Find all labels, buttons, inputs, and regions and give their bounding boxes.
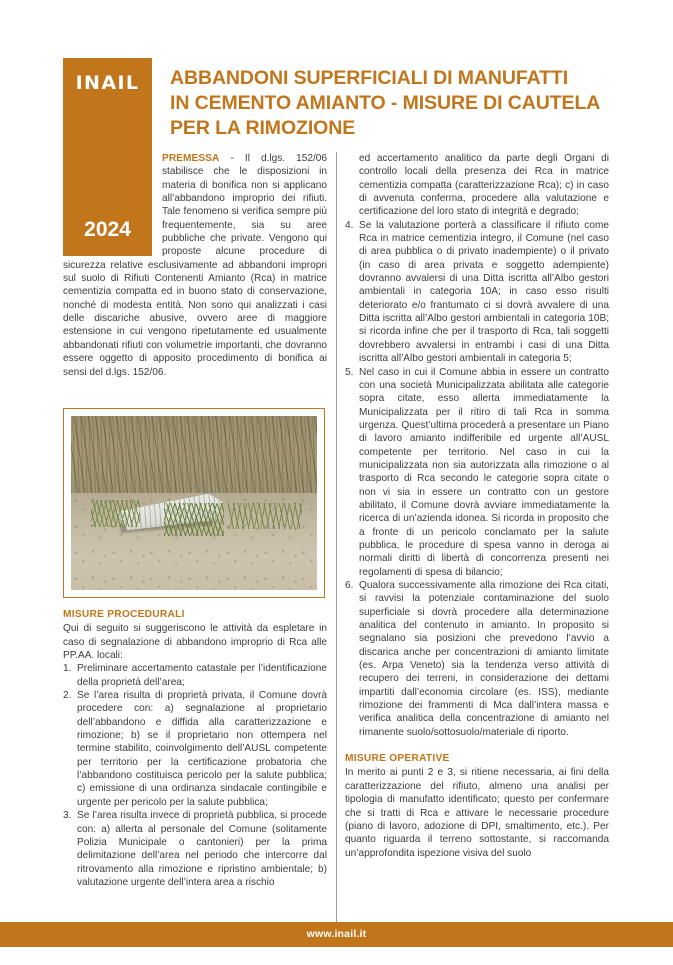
list-item-number: 1. [63,663,72,675]
left-column [63,152,327,379]
list-item-number: 5. [345,366,354,378]
right-column [345,152,609,860]
photo-grass-right [228,503,302,529]
misure-procedurali-heading: MISURE PROCEDURALI [63,609,185,620]
footer-bar [0,922,673,947]
photo-image [71,416,317,590]
premessa-text: - Il d.lgs. 152/06 stabilisce che le disposizioni in materia di bonifica non si applicano all’abbandono improprio dei rifiuti. Tale fenomeno si verifica sempre più frequentemente, sia su aree pubbliche che private. Vengono qui proposte alcune procedure di sicurezza relative esclusivamente ad abbandoni impropri sul suolo di Rifiuti Contenenti Amianto (Rca) in matrice cementizia compatta ed in buono stato di conservazione, nonché di modesta entità. Non sono qui analizzati i casi delle discariche abusive, ovvero aree di maggiore estensione in cui vengono ripetutamente ed usualmente abbandonati rifiuti con volumetrie importanti, che dovranno essere oggetto di apposito procedimento di bonifica ai sensi del d.lgs. 152/06. [63,153,327,378]
list-item-number: 2. [63,690,72,702]
misure-operative-text: In merito ai punti 2 e 3, si ritiene necessaria, ai fini della caratterizzazione del rifiuto, almeno una analisi per tipologia di manufatto identificato; questo per confermare che si tratti di Rca e attivare le necessarie procedure (piano di lavoro, adozione di DPI, smaltimento, etc.). Per quanto riguarda il terreno sottostante, si raccomanda un’approfondita ispezione visiva del suolo [345,767,609,859]
list-item [63,809,327,889]
inail-logo-text: INAIL [75,72,140,94]
premessa-paragraph [63,152,327,379]
list-item-number: 4. [345,219,354,231]
list-item-text: Preliminare accertamento catastale per l’identificazione della proprietà dell’area; [77,663,327,688]
page-title [170,66,609,141]
misure-procedurali-intro: Qui di seguito si suggeriscono le attività da espletare in caso di segnalazione di abbandono improprio di Rca alle PP.AA. locali: [63,623,327,662]
list-item-text: Se la valutazione porterà a classificare il rifiuto come Rca in matrice cementizia integro, il Comune (nel caso di area pubblica o di privato inadempiente) o il privato (in caso di area privata e soggetto adempiente) dovranno avvalersi di una Ditta iscritta all’Albo gestori ambientali in categoria 10A; in caso esso risulti deteriorato e/o frantumato ci si dovrà avvalere di una Ditta iscritta all’Albo gestori ambientali in categoria 10B; si ricorda infine che per il trasporto di Rca, tali soggetti dovrebbero avvalersi in entrambi i casi di una Ditta iscritta all’Albo gestori ambientali in categoria 5; [359,219,609,365]
misure-operative-heading: MISURE OPERATIVE [345,753,450,765]
list-item [63,689,327,809]
list-item-text: Se l’area risulta invece di proprietà pubblica, si procede con: a) allerta al personale del Comune (solitamente Polizia Municipale o cantonieri) per la prima delimitazione dell’area nel periodo che intercorre dal ritrovamento alla rimozione e ripristino ambientale; b) valutazione urgente dell’intera area a rischio [77,810,327,888]
page-title-line-3: PER LA RIMOZIONE [170,117,356,139]
footer-website-url[interactable]: www.inail.it [306,928,367,940]
list-item [345,219,609,366]
page-title-line-2: IN CEMENTO AMIANTO - MISURE DI CAUTELA [170,92,601,114]
column-divider [336,152,337,935]
photo-grass-left [91,500,140,528]
misure-procedurali-section [63,608,327,889]
photo-reeds-shading [71,416,317,498]
asbestos-dumping-photo [63,408,325,598]
list-item-number: 6. [345,580,354,591]
list-item-text: Se l’area risulta di proprietà privata, il Comune dovrà procedere con: a) segnalazione al proprietario dell’abbandono e diffida alla caratterizzazione e rimozione; b) se il proprietario non ottempera nel termine stabilito, coinvolgimento dell’AUSL competente per territorio per la certificazione probatoria che l’abbandono costituisca pericolo per la salute pubblica; c) emissione di una ordinanza sindacale contingibile e urgente per pericolo per la salute pubblica; [77,690,327,808]
list-item-text: Nel caso in cui il Comune abbia in essere un contratto con una società Municipalizzata abilitata alle categorie sopra citate, esso allerta immediatamente la Municipalizzata per il ritiro di tali Rca in somma urgenza. Quest’ultima procederà a presentare un Piano di lavoro amianto indifferibile ed urgente all’AUSL competente per territorio. Nel caso in cui la municipalizzata non sia autorizzata alla rimozione o al trasporto di Rca secondo le categorie sopra citate o non vi sia in essere un contratto con un gestore abilitato, il Comune dovrà avviare immediatamente la ricerca di un’azienda idonea. Si ricorda in proposito che a fronte di un pericolo conclamato per la salute pubblica, le procedure di spesa vanno in deroga ai normali diritti di libertà di concorrenza presenti nei regolamenti di spesa di bilancio; [359,366,609,578]
misure-procedurali-list [63,662,327,889]
list-item [345,366,609,580]
premessa-kicker: PREMESSA [162,153,220,164]
list-item-text: Qualora successivamente alla rimozione dei Rca citati, si ravvisi la potenziale contaminazione del suolo superficiale si dovrà procedere alla determinazione analitica del contenuto in amianto. In proposito si segnalano sia posizioni che prevedono l’avvio a discarica anche per concentrazioni di amianto limitate (es. Arpa Veneto) sia la tendenza verso attività di recupero dei terreni, in considerazione dei dettami impartiti dall’economia circolare (es. ISS), mediante rimozione dei frammenti di Mca dall’intera massa e verifica analitica della concentrazione di amianto nel rimanente suolo/sottosuolo/materiale di riporto. [359,580,609,738]
section-spacer [345,739,609,752]
publication-year: 2024 [84,218,131,241]
logo-text-wrap-spacer [63,152,162,256]
photo-grass-center [164,503,223,536]
list-item-number: 3. [63,810,72,822]
list-item [345,579,609,739]
page-title-line-1: ABBANDONI SUPERFICIALI DI MANUFATTI [170,67,569,89]
misure-procedurali-list-continued [345,219,609,739]
list-item [63,662,327,689]
continuation-paragraph: ed accertamento analitico da parte degli Organi di controllo locali della presenza dei Rca in matrice cementizia compatta (caratterizzazione Rca); c) in caso di avvenuta conferma, procedere alla valutazione e certificazione del loro stato di integrità e degrado; [359,153,609,218]
